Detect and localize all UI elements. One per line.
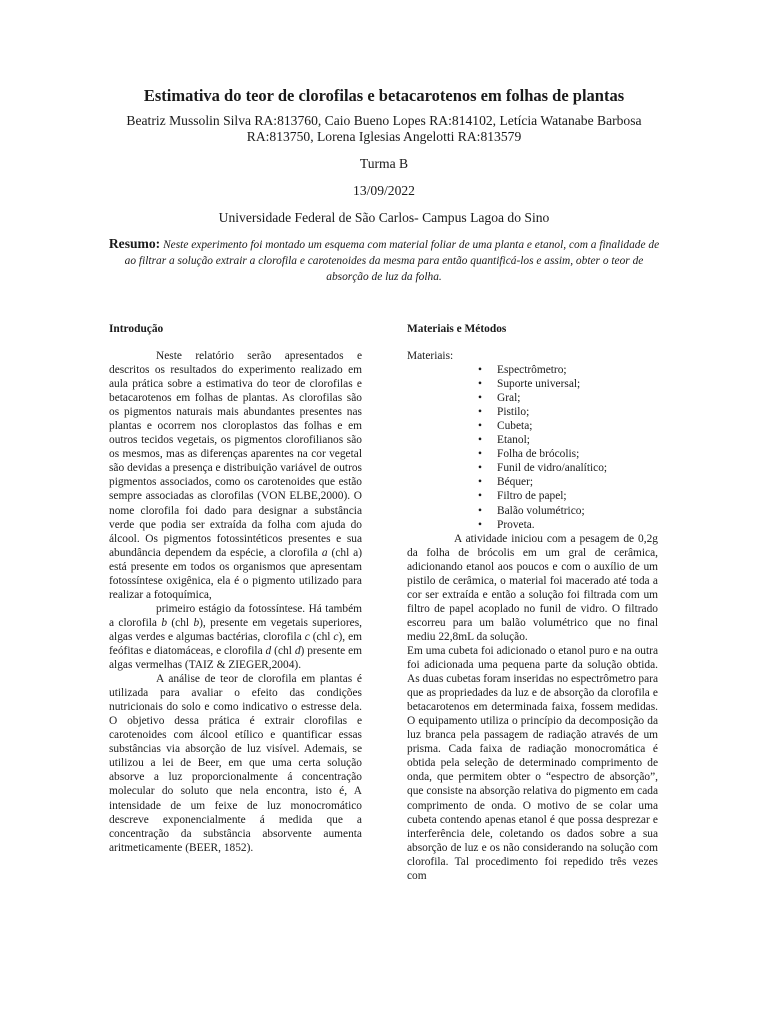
methods-paragraph-2: Em uma cubeta foi adicionado o etanol puro e na outra foi adicionada uma pequena parte da solução obtida. As duas cubetas foram inseridas no espectrômetro para que as propriedades da luz e de absorção da clorofila e betacarotenos em determinada faixa, fossem medidas. O equipamento utiliza o princípio da decomposição da luz branca pela passagem de radiação através de um prisma. Cada faixa de radiação monocromática é obtida pela seleção de determinado comprimento de onda, que permitem obter o “espectro de absorção”, que consiste na absorção relativa do pigmento em cada comprimento de onda. O motivo de se colar uma cubeta contendo apenas etanol é que possa desprezar e interferência dele, coletando os dados sobre a sua absorção de luz e os não considerando na solução com clorofila. Tal procedimento foi repedido três vezes com — [407, 644, 658, 882]
list-item: • Etanol; — [497, 433, 658, 447]
list-item: • Gral; — [497, 391, 658, 405]
abstract-text: Neste experimento foi montado um esquema com material foliar de uma planta e etanol, com a finalidade de ao filtrar a solução extrair a clorofila e carotenoides da mesma para então quantificá-los e assim, obter o teor de absorção de luz da folha. — [124, 239, 660, 283]
methods-paragraph-1: A atividade iniciou com a pesagem de 0,2g da folha de brócolis em um gral de cerâmica, adicionando etanol aos poucos e com o auxílio de um pistilo de cerâmica, o material foi macerado até toda a cor ser extraída e então a solução foi filtrada com um filtro de papel acoplado no funil de vidro. O filtrado escorreu para um balão volumétrico que no final mediu 22,8mL da solução. — [407, 532, 658, 643]
authors-line-1: Beatriz Mussolin Silva RA:813760, Caio Bueno Lopes RA:814102, Letícia Watanabe Barbosa — [126, 113, 642, 128]
intro-paragraph-3: A análise de teor de clorofila em plantas é utilizada para avaliar o efeito das condições nutricionais do solo e como indicativo o estresse dela. O objetivo dessa prática é extrair clorofilas e carotenoides com álcool etílico e quantificar essas substâncias via absorção de luz visível. Ademais, se utilizou a lei de Beer, em que uma certa solução absorve a luz proporcionalmente á concentração molecular do soluto que nela encontra, isto é, A intensidade de um feixe de luz monocromático descreve exponencialmente á medida que a concentração da substância absorvente aumenta aritmeticamente (BEER, 1852). — [109, 673, 362, 854]
paper-title: Estimativa do teor de clorofilas e betacarotenos em folhas de plantas — [143, 86, 625, 105]
list-item: • Balão volumétrico; — [497, 504, 658, 518]
list-item: • Filtro de papel; — [497, 489, 658, 503]
intro-paragraph-1: Neste relatório serão apresentados e descritos os resultados do experimento realizado em aula prática sobre a estimativa do teor de clorofilas e betacarotenos em folhas de plantas. As clorofilas são os pigmentos naturais mais abundantes presentes nas plantas e ocorrem nos cloroplastos das folhas e em outros tecidos vegetais, os pigmentos clorofilianos são os mesmos, mas as diferenças aparentes na cor vegetal são devidas a presença e distribuição variável de outros pigmentos associados, como os carotenoides que estão sempre associadas as clorofilas (VON ELBE,2000). O nome clorofila foi dado para designar a substância verde que podia ser extraída da folha com ajuda do álcool. Os pigmentos fotossintéticos presentes e sua abundância dependem da espécie, a clorofila a (chl a) está presente em todos os organismos que apresentam fotossíntese oxigênica, ela é o pigmento utilizado para realizar a fotoquímica, — [109, 350, 362, 601]
list-item: • Funil de vidro/analítico; — [497, 461, 658, 475]
methods-heading: Materiais e Métodos — [407, 323, 507, 335]
materials-list — [407, 363, 658, 532]
list-item: • Béquer; — [497, 475, 658, 489]
abstract — [104, 236, 664, 285]
list-item: • Pistilo; — [497, 405, 658, 419]
abstract-label: Resumo: — [108, 236, 161, 251]
class-label: Turma B — [359, 156, 409, 171]
materials-label: Materiais: — [407, 350, 454, 362]
date-label: 13/09/2022 — [353, 183, 415, 198]
intro-heading: Introdução — [109, 323, 164, 335]
list-item: • Proveta. — [497, 518, 658, 532]
institution-label: Universidade Federal de São Carlos- Campus Lagoa do Sino — [218, 210, 550, 225]
paper-header — [100, 86, 668, 226]
list-item: • Cubeta; — [497, 419, 658, 433]
authors-line-2: RA:813750, Lorena Iglesias Angelotti RA:813579 — [246, 129, 522, 144]
list-item: • Folha de brócolis; — [497, 447, 658, 461]
intro-column — [109, 322, 362, 855]
list-item: • Suporte universal; — [497, 377, 658, 391]
intro-paragraph-2: primeiro estágio da fotossíntese. Há também a clorofila b (chl b), presente em vegetais superiores, algas verdes e algumas bactérias, clorofila c (chl c), em feófitas e diatomáceas, e clorofila d (chl d) presente em algas vermelhas (TAIZ & ZIEGER,2004). — [109, 602, 362, 672]
list-item: • Espectrômetro; — [497, 363, 658, 377]
methods-column — [407, 322, 658, 883]
